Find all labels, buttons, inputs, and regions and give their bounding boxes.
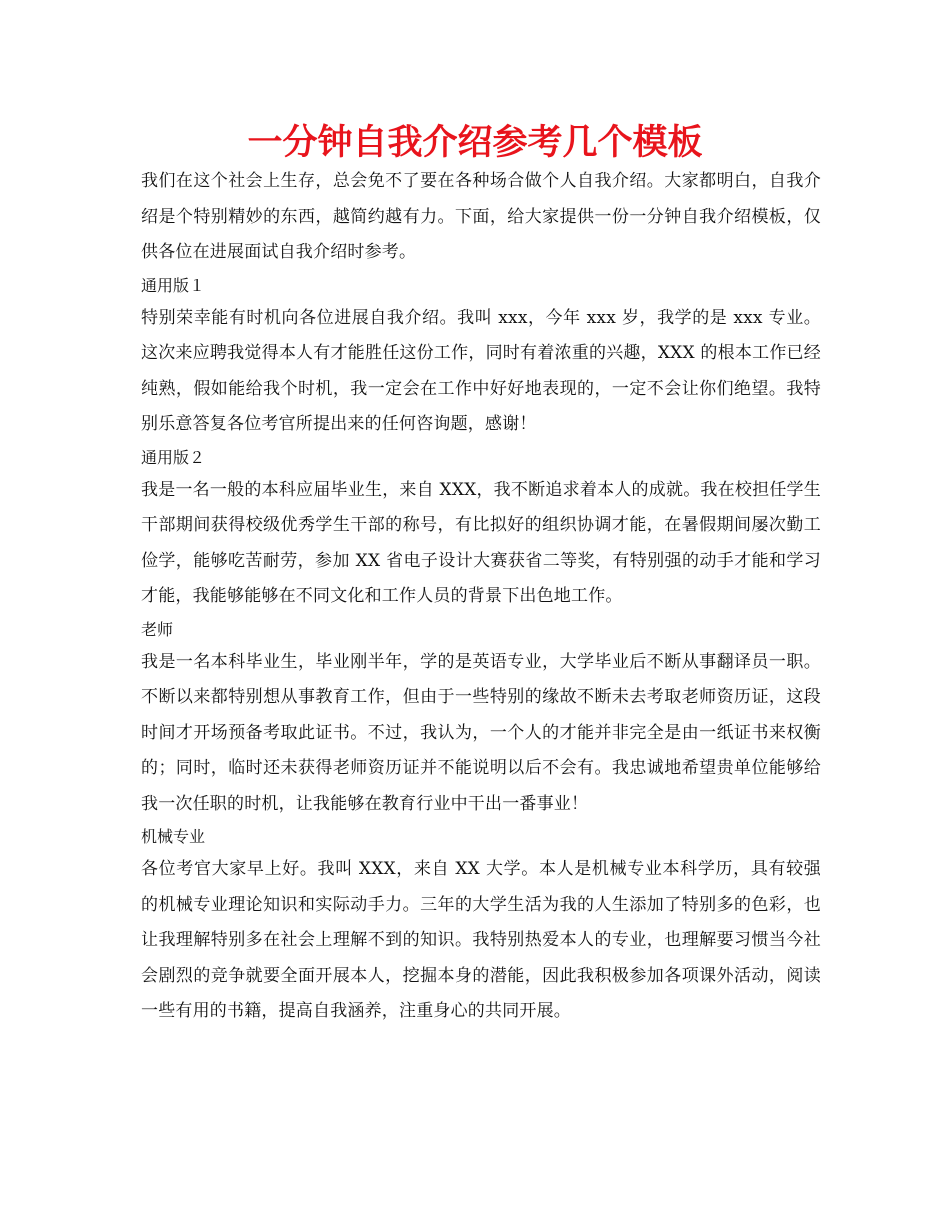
intro-paragraph: 我们在这个社会上生存，总会免不了要在各种场合做个人自我介绍。大家都明白，自我介绍是个特别精妙的东西，越简约越有力。下面，给大家提供一份一分钟自我介绍模板，仅供各位在进展面试自我介绍时参考。 xyxy=(141,171,821,262)
section-heading-mechanical: 机械专业 xyxy=(141,827,206,846)
section-text-teacher: 我是一名本科毕业生，毕业刚半年，学的是英语专业，大学毕业后不断从事翻译员一职。不断以来都特别想从事教育工作，但由于一些特别的缘故不断未去考取老师资历证，这段时间才开场预备考取此证书。不过，我认为，一个人的才能并非完全是由一纸证书来权衡的；同时，临时还未获得老师资历证并不能说明以后不会有。我忠诚地希望贵单位能够给我一次任职的时机，让我能够在教育行业中干出一番事业！ xyxy=(141,651,821,814)
section-heading-general-1: 通用版１ xyxy=(141,275,206,295)
document-title: 一分钟自我介绍参考几个模板 xyxy=(247,123,703,163)
section-heading-teacher: 老师 xyxy=(141,619,174,639)
section-text-mechanical: 各位考官大家早上好。我叫 XXX，来自 XX 大学。本人是机械专业本科学历，具有较强的机械专业理论知识和实际动手力。三年的大学生活为我的人生添加了特别多的色彩，也让我理解特别多在社会上理解不到的知识。我特别热爱本人的专业，也理解要习惯当今社会剧烈的竞争就要全面开展本人，挖掘本身的潜能，因此我积极参加各项课外活动，阅读一些有用的书籍，提高自我涵养，注重身心的共同开展。 xyxy=(141,859,821,1021)
document-body xyxy=(141,164,821,1030)
section-text-general-1: 特别荣幸能有时机向各位进展自我介绍。我叫 xxx，今年 xxx 岁，我学的是 xxx 专业。这次来应聘我觉得本人有才能胜任这份工作，同时有着浓重的兴趣，XXX 的根本工作已经纯熟，假如能给我个时机，我一定会在工作中好好地表现的，一定不会让你们绝望。我特别乐意答复各位考官所提出来的任何咨询题，感谢！ xyxy=(141,307,821,434)
section-heading-general-2: 通用版２ xyxy=(141,447,206,467)
section-text-general-2: 我是一名一般的本科应届毕业生，来自 XXX，我不断追求着本人的成就。我在校担任学生干部期间获得校级优秀学生干部的称号，有比拟好的组织协调才能，在暑假期间屡次勤工俭学，能够吃苦耐劳，参加 XX 省电子设计大赛获省二等奖，有特别强的动手才能和学习才能，我能够能够在不同文化和工作人员的背景下出色地工作。 xyxy=(141,479,821,606)
